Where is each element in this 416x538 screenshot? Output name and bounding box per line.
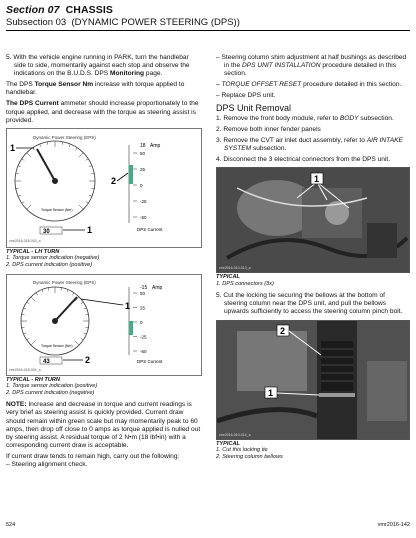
caption-line: 2. DPS current indication (negative) <box>6 389 95 396</box>
section-number: Section 07 <box>6 4 60 16</box>
torque-tail: increase with torque applied to handlebar. <box>6 81 185 97</box>
document-code: vmr2016-142 <box>377 522 410 528</box>
figure-code: vmr2016-018-004_a <box>9 367 41 372</box>
torque-paragraph <box>6 81 202 97</box>
needle-hub <box>52 178 58 184</box>
current-bar-fill <box>129 321 133 335</box>
scale-label: 25 <box>140 305 146 311</box>
scale-label: 25 <box>140 166 146 172</box>
photo-drawing <box>217 168 409 272</box>
step-5-tail: page. <box>144 70 163 78</box>
step-ref: AIR INTAKE SYSTEM <box>224 136 403 152</box>
callout-1: 1 <box>87 224 93 235</box>
scale-label: 50 <box>140 290 146 296</box>
scale-label: 0 <box>140 182 143 188</box>
torque-readout: 30 <box>43 228 50 235</box>
caption-title: TYPICAL - LH TURN <box>6 248 60 255</box>
gauge-title: Dynamic Power Steering (EPS) <box>33 134 96 140</box>
scale-label: -50 <box>140 214 147 220</box>
page-header <box>6 4 410 31</box>
left-column <box>6 54 202 472</box>
scale-label: -25 <box>140 198 147 204</box>
step-tail: subsection. <box>251 144 287 152</box>
bracket <box>367 223 397 258</box>
bullet-ref: DPS UNIT INSTALLATION <box>241 62 321 70</box>
callout-2: 2 <box>280 325 286 336</box>
photo-drawing <box>217 321 409 439</box>
gauge-figure-rh <box>6 274 202 376</box>
bullet-shim <box>216 54 410 78</box>
header-rule <box>6 30 410 31</box>
callout-2: 2 <box>111 175 117 186</box>
figure-caption-lh <box>6 249 202 269</box>
current-paragraph <box>6 100 202 124</box>
step-5-bold: Monitoring <box>110 70 145 78</box>
step-ref: BODY <box>339 114 359 122</box>
gauge-figure-lh <box>6 128 202 248</box>
scale-label: 50 <box>140 150 146 156</box>
trend-text: If current draw tends to remain high, carry out the following: <box>6 452 180 460</box>
step-3 <box>216 137 410 153</box>
caption-line: 2. DPS current indication (positive) <box>6 261 93 268</box>
figure-caption-rh <box>6 377 202 397</box>
photo-code: vmr2016-010-014_a <box>219 432 251 437</box>
callout-line-2 <box>117 173 128 181</box>
frame <box>237 331 307 391</box>
caption-line: 1. Torque sensor indication (positive) <box>6 383 98 390</box>
torque-bold: Torque Sensor Nm <box>34 81 94 89</box>
bullet-tail: procedure detailed in this section. <box>224 62 397 78</box>
torque-label: Torque Sensor (Nm) <box>41 207 73 212</box>
page-number: 524 <box>6 522 16 528</box>
scale-label: 0 <box>140 319 143 325</box>
step-text: 1. Remove the front body module, refer to <box>216 114 340 122</box>
callout-1-top: 1 <box>10 142 16 153</box>
needle-hub <box>52 318 58 324</box>
photo-locking-tie <box>216 320 410 440</box>
step-2: 2. Remove both inner fender panels <box>216 125 321 133</box>
bullet-replace: – Replace DPS unit. <box>216 92 276 100</box>
section-title: CHASSIS <box>65 4 113 16</box>
caption-title: TYPICAL - RH TURN <box>6 376 60 383</box>
caption-line: 1. DPS connectors (3x) <box>216 280 274 287</box>
bullet-text: – Steering column shim adjustment at half bushings as described in the <box>216 54 407 70</box>
right-column <box>216 54 410 465</box>
callout-2: 2 <box>85 354 91 365</box>
callout-line-1 <box>81 299 123 305</box>
note-label: NOTE: <box>6 401 27 409</box>
current-scale <box>133 291 147 354</box>
current-scale <box>133 151 147 220</box>
current-value: 18 <box>140 142 146 149</box>
callout-1: 1 <box>268 387 274 398</box>
step-1 <box>216 115 410 123</box>
caption-line: 1. Cut this locking tie <box>216 447 268 454</box>
photo-dps-connectors <box>216 167 410 273</box>
torque-readout: 43 <box>43 358 50 365</box>
gauge-diagram-lh <box>7 129 201 245</box>
torque-label: Torque Sensor (Nm) <box>41 343 73 348</box>
current-label: DPS Current <box>137 358 163 364</box>
current-bar-fill <box>129 165 133 184</box>
trend-paragraph <box>6 453 202 461</box>
subsection-number: Subsection 03 <box>6 17 67 28</box>
callout-1: 1 <box>314 174 320 185</box>
locking-tie <box>319 393 355 397</box>
caption-title: TYPICAL <box>216 274 240 281</box>
current-bold: The DPS Current <box>6 100 59 108</box>
step-tail: subsection. <box>358 114 394 122</box>
photo-code: vmr2016-010-013_a <box>219 266 251 271</box>
amp-label: Amp <box>152 284 163 291</box>
bullet-tail: procedure detailed in this section. <box>301 81 402 89</box>
step-5: 5. Cut the locking tie securing the bellows at the bottom of steering column near the DPS unit, and pull the bellows upwards sufficiently to access the steering column pinch bolt. <box>216 292 403 316</box>
gauge-title: Dynamic Power Steering (EPS) <box>33 279 96 285</box>
current-label: DPS Current <box>137 226 163 232</box>
step-text: 3. Remove the CVT air inlet duct assembly, refer to <box>216 136 367 144</box>
subsection-line <box>6 17 410 28</box>
bullet-torque-offset <box>216 81 410 89</box>
subsection-title: (DYNAMIC POWER STEERING (DPS)) <box>71 17 240 28</box>
bullet-ref: – TORQUE OFFSET RESET <box>216 81 302 89</box>
current-value: -15 <box>140 284 148 291</box>
amp-label: Amp <box>150 142 161 149</box>
gauge-diagram-rh <box>7 275 201 373</box>
caption-title: TYPICAL <box>216 440 240 447</box>
note-text: Increase and decrease in torque and current readings is very brief as steering assist is quickly provided. Current draw should remain within green scale but may momentarily peak to 60 amps, then drop off close to 0 amps as torque applied is nulled out by steering assist. A residual torque of 2 N•m (18 lbf•in) with a corresponding current draw is acceptable. <box>6 401 201 449</box>
note-paragraph <box>6 401 202 450</box>
trend-item: – Steering alignment check. <box>6 460 88 468</box>
section-line <box>6 4 410 16</box>
callout-1: 1 <box>125 300 131 311</box>
component <box>367 361 407 421</box>
photo-caption-1 <box>216 274 410 287</box>
figure-code: vmr2016-018-003_a <box>9 238 41 243</box>
scale-label: -25 <box>140 334 147 340</box>
step-5 <box>6 54 202 78</box>
photo-caption-2 <box>216 441 410 461</box>
section-heading: DPS Unit Removal <box>216 103 292 114</box>
scale-label: -50 <box>140 348 147 354</box>
step-4: 4. Disconnect the 3 electrical connectors from the DPS unit. <box>216 155 391 163</box>
caption-line: 1. Torque sensor indication (negative) <box>6 255 100 262</box>
step-5-text: 5. With the vehicle engine running in PARK, turn the handlebar side to side, momentarily against each stop and observe the indications on the B.U.D.S. DPS <box>6 54 190 78</box>
current-text: ammeter should increase proportionately to the torque applied, and decrease with the torque as steering assist is provided. <box>6 100 199 124</box>
caption-line: 2. Steering column bellows <box>216 453 283 460</box>
torque-text: The DPS <box>6 81 35 89</box>
